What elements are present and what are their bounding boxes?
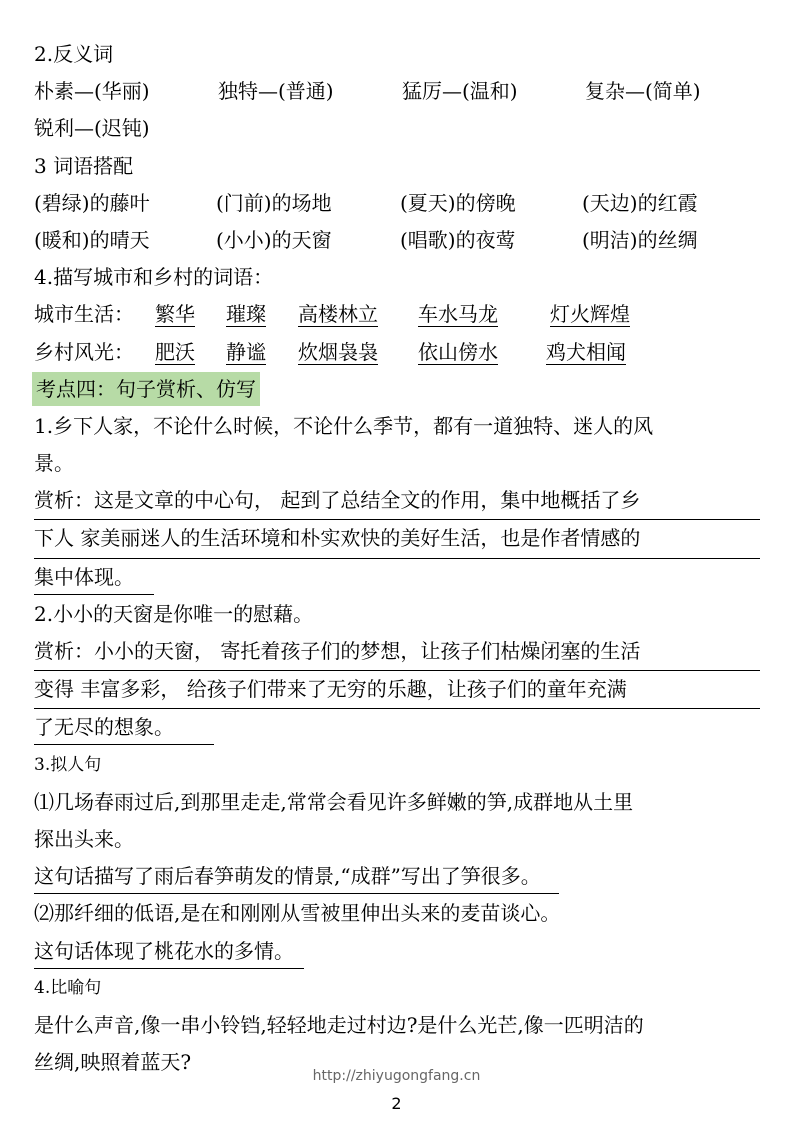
analysis-line: 下人 家美丽迷人的生活环境和朴实欢快的美好生活，也是作者情感的	[34, 520, 760, 558]
antonym-pair: 独特—(普通)	[218, 79, 334, 104]
antonyms-heading: 2.反义词	[34, 42, 114, 66]
analysis-line: 变得 丰富多彩， 给孩子们带来了无穷的乐趣，让孩子们的童年充满	[34, 671, 760, 709]
city-words-row	[34, 296, 760, 333]
document-body	[34, 36, 760, 1081]
metaphor-line-1: 是什么声音,像一串小铃铛,轻轻地走过村边?是什么光芒,像一匹明洁的	[34, 1012, 644, 1037]
section-title: 考点四：句子赏析、仿写	[32, 372, 260, 406]
sentence-2-line-1: 2.小小的天窗是你唯一的慰藉。	[34, 601, 314, 626]
analysis-line: 赏析：小小的天窗， 寄托着孩子们的梦想，让孩子们枯燥闭塞的生活	[34, 633, 760, 671]
city-word: 繁华	[155, 302, 195, 327]
personification-1-answer-row	[34, 858, 760, 895]
personification-heading: 3.拟人句	[34, 754, 102, 775]
personification-1-line-2: 探出头来。	[34, 826, 134, 851]
sentence-1-line-1: 1.乡下人家，不论什么时候，不论什么季节，都有一道独特、迷人的风	[34, 413, 654, 438]
metaphor-line-2: 丝绸,映照着蓝天?	[34, 1050, 192, 1075]
analysis-line-last	[34, 709, 760, 746]
village-word: 炊烟袅袅	[298, 339, 378, 364]
village-word: 依山傍水	[418, 339, 498, 364]
city-word: 高楼林立	[298, 302, 378, 327]
personification-2-line-1: ⑵那纤细的低语,是在和刚刚从雪被里伸出头来的麦苗谈心。	[34, 901, 561, 926]
collocation-item: (门前)的场地	[216, 190, 332, 215]
personification-1-line-1: ⑴几场春雨过后,到那里走走,常常会看见许多鲜嫩的笋,成群地从土里	[34, 789, 634, 814]
section-title-row	[34, 371, 760, 408]
city-label: 城市生活：	[34, 302, 134, 327]
collocation-item: (暖和)的晴天	[34, 227, 150, 252]
antonym-pair: 复杂—(简单)	[585, 79, 701, 104]
analysis-text: 集中体现。	[34, 560, 154, 595]
collocation-item: (明洁)的丝绸	[582, 227, 698, 252]
personification-1-answer: 这句话描写了雨后春笋萌发的情景,“成群”写出了笋很多。	[34, 859, 559, 894]
collocation-item: (天边)的红霞	[582, 190, 698, 215]
describe-heading: 4.描写城市和乡村的词语：	[34, 265, 274, 290]
antonym-pair: 朴素—(华丽)	[34, 79, 150, 104]
sentence-1-line-2: 景。	[34, 451, 74, 476]
collocation-item: (小小)的天窗	[216, 227, 332, 252]
village-word: 肥沃	[155, 339, 195, 364]
city-word: 车水马龙	[418, 302, 498, 327]
footer-url: http://zhiyugongfang.cn	[312, 1068, 481, 1084]
antonym-pair: 猛厉—(温和)	[402, 79, 518, 104]
collocation-row-2	[34, 222, 760, 259]
city-word: 璀璨	[226, 302, 266, 327]
personification-2-answer-row	[34, 933, 760, 970]
city-word: 灯火辉煌	[550, 302, 630, 327]
village-word: 静谧	[226, 339, 266, 364]
antonyms-row-1	[34, 73, 760, 110]
collocation-item: (唱歌)的夜莺	[400, 227, 516, 252]
collocation-item: (碧绿)的藤叶	[34, 190, 150, 215]
village-words-row	[34, 334, 760, 371]
personification-2-answer: 这句话体现了桃花水的多情。	[34, 934, 304, 969]
sentence-2-analysis	[34, 633, 760, 747]
village-label: 乡村风光：	[34, 339, 134, 364]
antonyms-row-2	[34, 110, 760, 147]
village-word: 鸡犬相闻	[546, 339, 626, 364]
analysis-text: 了无尽的想象。	[34, 710, 214, 745]
collocation-heading: 3 词语搭配	[34, 153, 134, 178]
metaphor-heading: 4.比喻句	[34, 977, 102, 998]
analysis-line-last	[34, 559, 760, 596]
antonym-pair: 锐利—(迟钝)	[34, 116, 150, 141]
collocation-item: (夏天)的傍晚	[400, 190, 516, 215]
collocation-row-1	[34, 185, 760, 222]
page-number: 2	[391, 1094, 402, 1113]
analysis-line: 赏析：这是文章的中心句， 起到了总结全文的作用，集中地概括了乡	[34, 482, 760, 520]
sentence-1-analysis	[34, 482, 760, 596]
